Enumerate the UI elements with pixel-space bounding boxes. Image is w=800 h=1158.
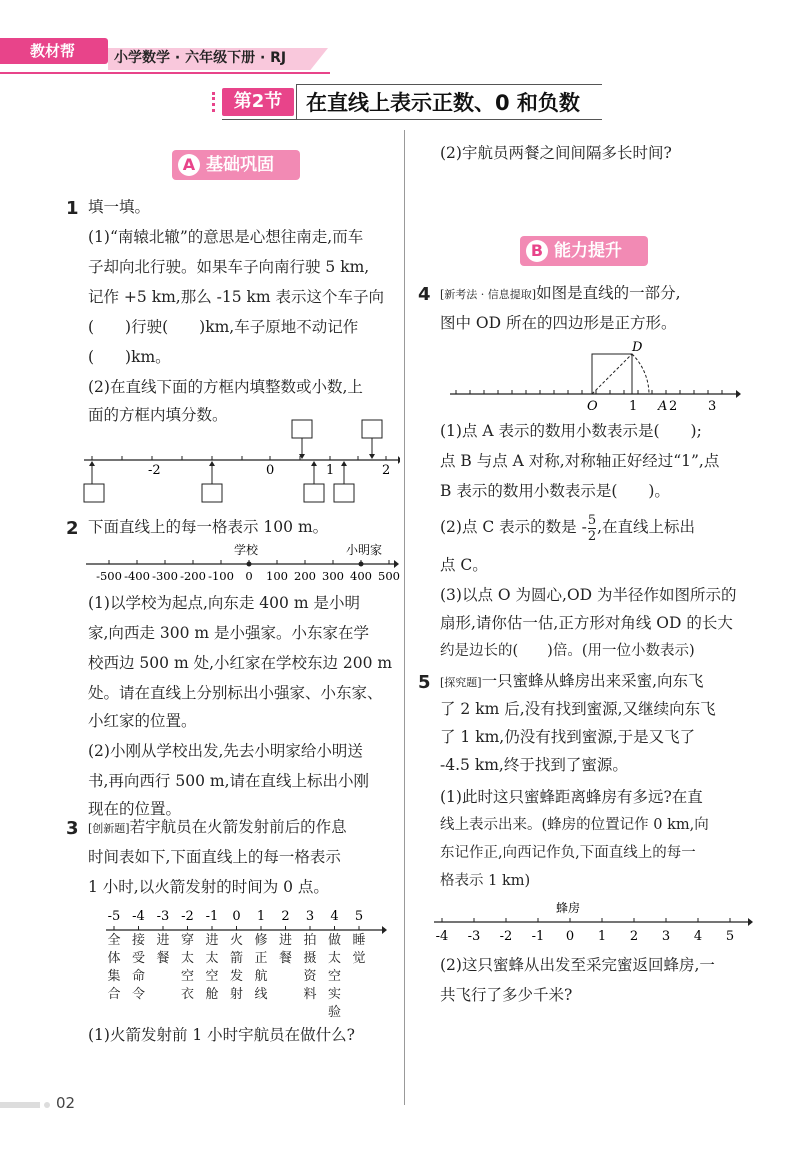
q4-p1-line: (1)点 A 表示的数用小数表示是( ); [440,422,702,440]
hive-label: 蜂房 [556,901,581,915]
q2-tick-label: 100 [266,569,288,583]
q3-event-label: 做 太 空 实 验 [327,933,341,1020]
q3-event-label: 进 餐 [278,933,292,966]
q5-p1-line: (1)此时这只蜜蜂距离蜂房有多远?在直 [440,788,703,806]
q3-number: 3 [66,818,79,839]
answer-box[interactable] [362,420,382,438]
title-decoration [212,92,221,112]
label-d: D [632,340,643,355]
q3-number-line [100,902,390,936]
q3-line: 1 小时,以火箭发射的时间为 0 点。 [88,878,329,896]
q5-line: 了 2 km 后,没有找到蜜源,又继续向东飞 [440,700,716,718]
q2-tick-label: 400 [350,569,372,583]
q5-line: -4.5 km,终于找到了蜜源。 [440,756,628,774]
q2-tick-label: -500 [96,569,122,583]
section-title: 在直线上表示正数、0 和负数 [306,91,580,115]
q3-tick-label: 1 [256,909,266,924]
q3-tag: [创新题] [88,822,130,835]
xiaoming-label: 小明家 [346,543,383,557]
q4-p1-line: 点 B 与点 A 对称,对称轴正好经过“1”,点 [440,452,720,470]
q2-tick-label: 300 [322,569,344,583]
q3-tick-label: 0 [232,909,241,924]
q1-p1-line: ( )km。 [88,348,171,366]
q4-p3-line: 约是边长的( )倍。(用一位小数表示) [440,643,695,659]
q2-p1-line: 处。请在直线上分别标出小强家、小东家、 [88,684,383,702]
q5-tick-label: 4 [693,929,703,944]
q3-event-label: 进 太 空 舱 [205,933,219,1002]
q5-p1-line: 东记作正,向西记作负,下面直线上的每一 [440,845,696,861]
part-a-badge [172,150,300,180]
q4-diagram [446,338,746,418]
q3-event-label: 进 餐 [156,933,170,966]
q1-tick-label: 2 [382,463,391,478]
q3-tick-label: 2 [281,909,290,924]
q3-event-label: 修 正 航 线 [254,933,268,1002]
column-divider [404,130,405,1105]
q5-number: 5 [418,672,431,693]
q5-p2-line: (2)这只蜜蜂从出发至采完蜜返回蜂房,一 [440,956,715,974]
q4-p2-line: 点 C。 [440,556,488,574]
q2-p2-line: (2)小刚从学校出发,先去小明家给小明送 [88,742,363,760]
q4-p1-line: B 表示的数用小数表示是( )。 [440,482,670,500]
q5-p1-line: 线上表示出来。(蜂房的位置记作 0 km,向 [440,817,709,833]
label-a: A [658,399,668,414]
q2-tick-label: -200 [180,569,206,583]
q5-tick-label: -3 [467,929,481,944]
q1-p1-line: 子却向北行驶。如果车子向南行驶 5 km, [88,258,370,276]
q5-tick-label: 5 [725,929,735,944]
q3-tick-label: -3 [156,909,170,924]
tick-1: 1 [629,399,638,414]
q2-p1-line: (1)以学校为起点,向东走 400 m 是小明 [88,594,360,612]
q3-event-label: 火 箭 发 射 [229,933,243,1002]
q4-p2-line: (2)点 C 表示的数是 - $\frac{5}{2}$ ,在直线上标出 [440,512,696,544]
q3-question: (2)宇航员两餐之间间隔多长时间? [440,144,672,162]
q3-tick-label: -2 [181,909,194,924]
part-b-badge [520,236,648,266]
tick-3: 3 [708,399,717,414]
q2-tick-label: 200 [294,569,316,583]
q2-number: 2 [66,518,79,539]
title-bottom-rule [222,119,602,120]
q5-tick-label: 2 [629,929,639,944]
q1-p2-line: (2)在直线下面的方框内填整数或小数,上 [88,378,363,396]
q2-title: 下面直线上的每一格表示 100 m。 [88,518,329,536]
arc [632,354,649,394]
q3-tick-label: -5 [107,909,121,924]
q3-tick-label: 3 [305,909,315,924]
subject-label: 小学数学 · 六年级下册 · RJ [114,50,287,66]
title-top-rule [296,84,602,85]
tick-2: 2 [669,399,678,414]
q3-event-label: 睡 觉 [352,933,366,966]
q5-p2-line: 共飞行了多少千米? [440,986,573,1004]
q3-tick-label: 4 [330,909,339,924]
q2-tick-label: -400 [124,569,150,583]
q2-p1-line: 小红家的位置。 [88,712,197,730]
q1-tick-label: 0 [266,463,275,478]
school-label: 学校 [234,543,259,557]
q5-tick-label: 0 [565,929,575,944]
part-a-letter: A [178,154,200,176]
q4-line: 图中 OD 所在的四边形是正方形。 [440,314,677,332]
answer-box[interactable] [292,420,312,438]
q5-tick-label: -1 [531,929,545,944]
q2-tick-label: -100 [208,569,234,583]
q1-p2-line: 面的方框内填分数。 [88,406,228,424]
q4-line: [新考法 · 信息提取]如图是直线的一部分, [440,284,681,302]
q2-number-line [84,542,400,586]
q3-tick-label: -4 [132,909,145,924]
q2-tick-label: 0 [245,569,253,583]
label-o: O [587,399,598,414]
q3-event-label: 接 受 命 令 [131,933,145,1002]
q5-p1-line: 格表示 1 km) [440,873,531,889]
part-a-label: 基础巩固 [206,155,274,175]
q5-tick-label: -2 [499,929,513,944]
square [592,354,632,394]
q3-question: (1)火箭发射前 1 小时宇航员在做什么? [88,1026,355,1044]
footer-bar [0,1102,40,1108]
q1-tick-label: -2 [148,463,161,478]
q2-p2-line: 现在的位置。 [88,800,182,818]
q5-tick-label: 3 [661,929,671,944]
q1-title: 填一填。 [88,198,151,216]
q5-line: 了 1 km,仍没有找到蜜源,于是又飞了 [440,728,696,746]
q1-p1-line: 记作 +5 km,那么 -15 km 表示这个车子向 [88,288,385,306]
q4-tag: [新考法 · 信息提取] [440,288,537,301]
q2-tick-label: -300 [152,569,178,583]
answer-box[interactable] [304,484,324,502]
q3-events [100,932,390,1022]
page-number: 02 [56,1094,76,1112]
diagonal-od [592,354,632,394]
q3-event-label: 穿 太 空 衣 [180,933,194,1002]
q5-number-line [430,898,760,944]
q1-p1-line: ( )行驶( )km,车子原地不动记作 [88,318,359,336]
q2-p2-line: 书,再向西行 500 m,请在直线上标出小刚 [88,772,369,790]
title-vrule [296,84,297,120]
q3-event-label: 拍 摄 资 料 [303,933,317,1002]
header-rule [0,72,330,74]
q3-event-label: 全 体 集 合 [107,933,121,1002]
q1-number-line [80,418,400,510]
q5-tick-label: 1 [597,929,607,944]
q2-p1-line: 家,向西走 300 m 是小强家。小东家在学 [88,624,369,642]
q2-p1-line: 校西边 500 m 处,小红家在学校东边 200 m [88,654,393,672]
q5-tag: [探究题] [440,676,482,689]
footer-dot [44,1102,50,1108]
q2-tick-label: 500 [378,569,400,583]
q5-tick-label: -4 [435,929,449,944]
q4-number: 4 [418,284,431,305]
answer-box[interactable] [84,484,104,502]
q1-number: 1 [66,198,79,219]
q3-tick-label: -1 [205,909,219,924]
answer-box[interactable] [334,484,354,502]
part-b-label: 能力提升 [554,241,622,261]
q3-line: [创新题]若宇航员在火箭发射前后的作息 [88,818,347,836]
q1-p1-line: (1)“南辕北辙”的意思是心想往南走,而车 [88,228,364,246]
q3-tick-label: 5 [354,909,364,924]
section-tag: 第2节 [222,88,294,116]
q1-tick-label: 1 [326,463,335,478]
brand-tag: 教材帮 [0,38,108,64]
q4-p3-line: 扇形,请你估一估,正方形对角线 OD 的长大 [440,614,733,632]
fraction: $\frac{5}{2}$ [587,512,597,544]
part-b-letter: B [526,240,548,262]
q5-line: [探究题]一只蜜蜂从蜂房出来采蜜,向东飞 [440,672,704,690]
q3-line: 时间表如下,下面直线上的每一格表示 [88,848,341,866]
answer-box[interactable] [202,484,222,502]
q4-p3-line: (3)以点 O 为圆心,OD 为半径作如图所示的 [440,586,737,604]
